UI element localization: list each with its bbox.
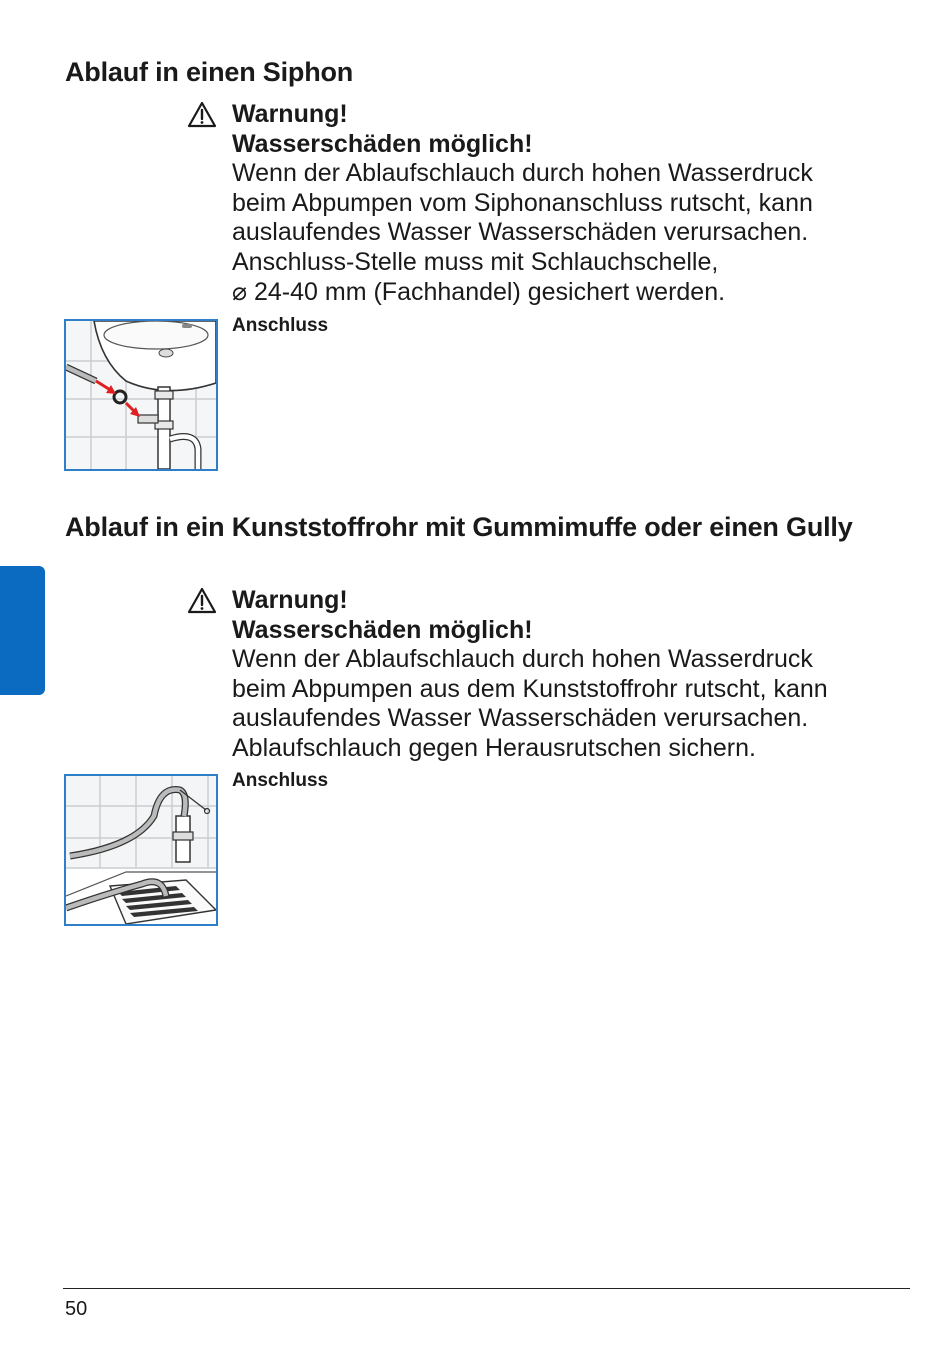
warning-heading: Warnung! (232, 586, 348, 614)
warning-triangle-icon (187, 101, 217, 128)
section-title-siphon: Ablauf in einen Siphon (65, 57, 354, 87)
figure-label-siphon: Anschluss (232, 315, 329, 336)
warning-block-siphon (232, 100, 932, 307)
warning-subheading: Wasserschäden möglich! (232, 615, 533, 644)
warning-text: Wenn der Ablaufschlauch durch hohen Wasserdruck beim Abpumpen vom Siphonanschluss rutscht, kann auslaufendes Wasser Wasserschäden verursachen. Anschluss-Stelle muss mit Schlauchschelle, ⌀ 24-40 mm (Fachhandel) gesichert werden. (232, 159, 813, 306)
figure-label-kunststoffrohr: Anschluss (232, 770, 329, 791)
section-title-kunststoffrohr: Ablauf in ein Kunststoffrohr mit Gummimuffe oder einen Gully (65, 512, 853, 542)
warning-triangle-icon (187, 587, 217, 614)
warning-block-kunststoffrohr (232, 586, 932, 764)
warning-heading: Warnung! (232, 100, 348, 128)
footer-rule (63, 1288, 910, 1289)
warning-text: Wenn der Ablaufschlauch durch hohen Wasserdruck beim Abpumpen aus dem Kunststoffrohr rutscht, kann auslaufendes Wasser Wasserschäden verursachen. Ablaufschlauch gegen Herausrutschen sichern. (232, 645, 828, 762)
figure-siphon-connection (64, 319, 218, 471)
page-number: 50 (65, 1298, 88, 1320)
chapter-tab (0, 566, 45, 695)
warning-subheading: Wasserschäden möglich! (232, 129, 533, 158)
figure-gully-connection (64, 774, 218, 926)
